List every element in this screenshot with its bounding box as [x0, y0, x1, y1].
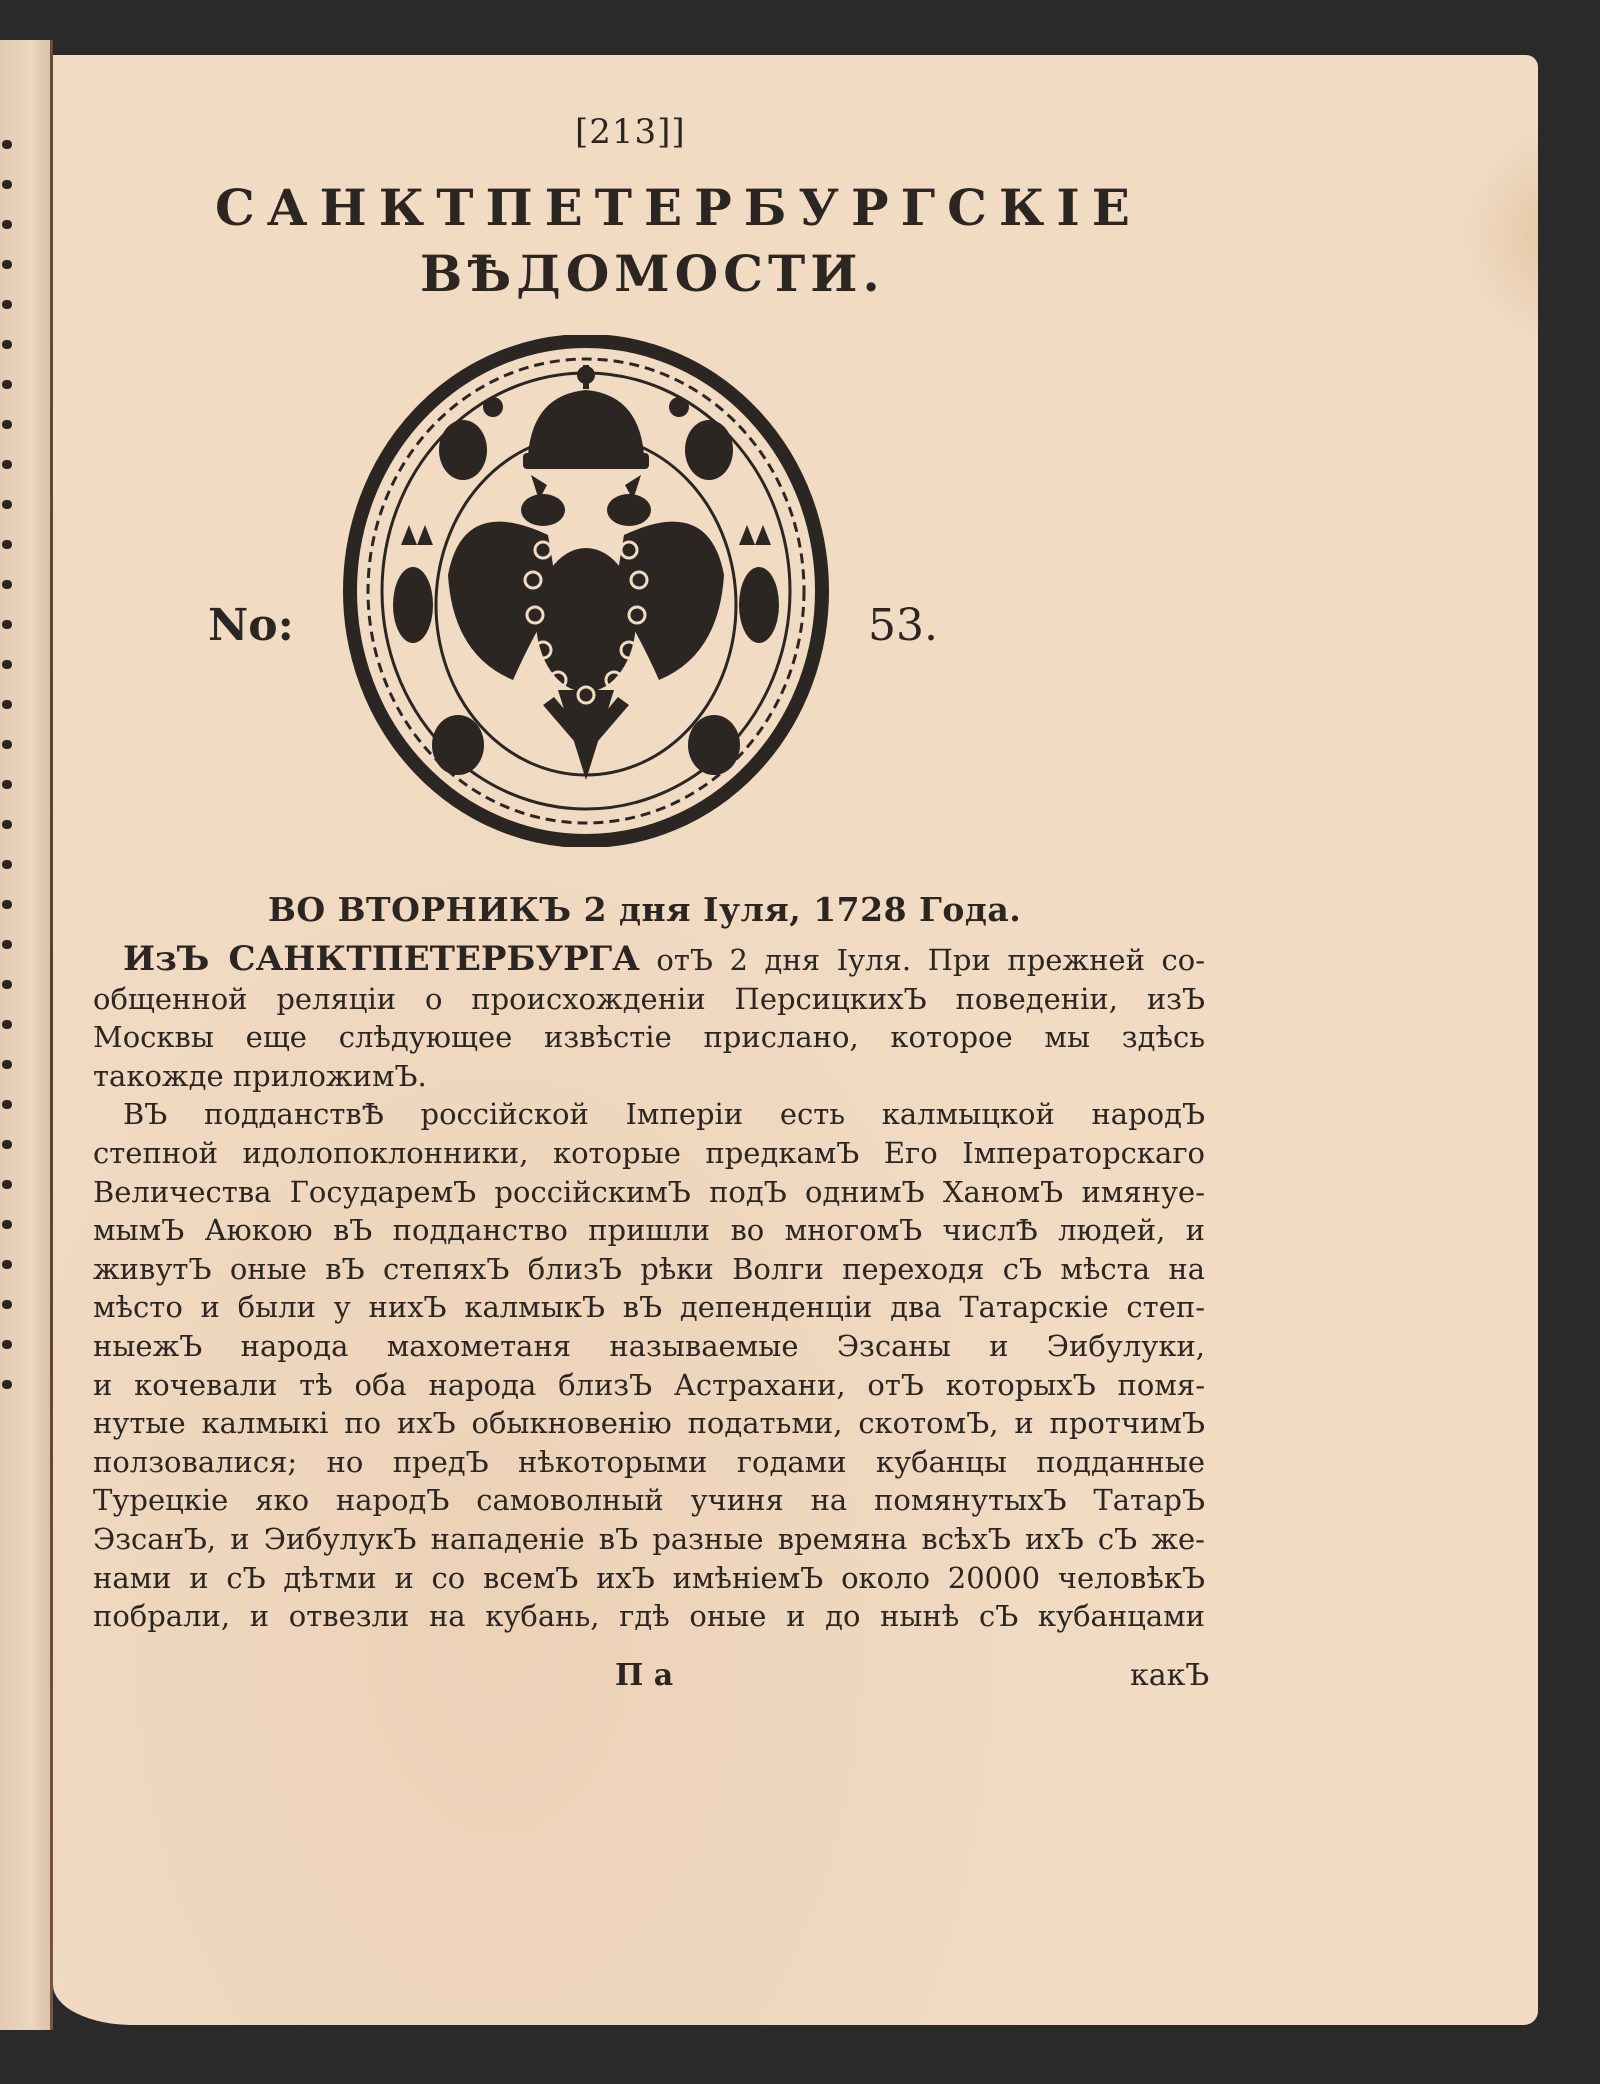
article-line: нами и сЪ дѣтми и со всемЪ ихЪ имѣніемЪ около 20000 человѣкЪ — [93, 1560, 1205, 1595]
article-line: степной идолопоклонники, которые предкамЪ Его Імператорскаго — [93, 1135, 1205, 1170]
article-lead: ИзЪ САНКТПЕТЕРБУРГА — [123, 939, 640, 979]
article-line: ползовалися; но предЪ нѣкоторыми годами кубанцы подданные — [93, 1444, 1205, 1479]
article-line: ВЪ подданствѢ россійской Імперіи есть калмыцкой народЪ — [123, 1097, 1205, 1132]
issue-number: 53. — [868, 600, 938, 651]
article-line: побрали, и отвезли на кубань, гдѣ оные и до нынѣ сЪ кубанцами — [93, 1599, 1205, 1634]
double-headed-eagle-emblem-icon — [343, 335, 829, 847]
article-line: ИзЪ САНКТПЕТЕРБУРГА отЪ 2 дня Іуля. При прежней со- — [123, 939, 1205, 979]
article-line: Москвы еще слѣдующее извѣстіе прислано, которое мы здѣсь — [93, 1020, 1205, 1055]
article-line: общенной реляціи о происхожденіи ПерсицкихЪ поведеніи, изЪ — [93, 981, 1205, 1016]
article-line: и кочевали тѣ оба народа близЪ Астрахани, отЪ которыхЪ помя- — [93, 1367, 1205, 1402]
article-line: мымЪ Аюкою вЪ подданство пришли во многомЪ числѢ людей, и — [93, 1213, 1205, 1248]
article-line: нутые калмыкі по ихЪ обыкновенію податьми, скотомЪ, и протчимЪ — [93, 1406, 1205, 1441]
article-line: ЭзсанЪ, и ЭибулукЪ нападеніе вЪ разные времяна всѣхЪ ихЪ сЪ же- — [93, 1521, 1205, 1556]
article-line: мѣсто и были у нихЪ калмыкЪ вЪ депенденціи два Татарскіе степ- — [93, 1290, 1205, 1325]
article-line: такожде приложимЪ. — [93, 1058, 427, 1093]
previous-page-text-fragments — [2, 140, 16, 1420]
article-line: живутЪ оные вЪ степяхЪ близЪ рѣки Волги переходя сЪ мѣста на — [93, 1251, 1205, 1286]
previous-page-edge — [0, 40, 52, 2030]
article-line: ныежЪ народа махометаня называемые Эзсаны и Эибулуки, — [93, 1328, 1205, 1363]
issue-date-line: ВО ВТОРНИКЪ 2 дня Іуля, 1728 Года. — [268, 890, 1022, 929]
masthead-title-line2: ВѢДОМОСТИ. — [420, 244, 885, 303]
signature-mark: П а — [615, 1658, 674, 1693]
article-line: Величества ГосударемЪ россійскимЪ подЪ однимЪ ХаномЪ имянуе- — [93, 1174, 1205, 1209]
masthead-title-line1: САНКТПЕТЕРБУРГСКІЕ — [215, 178, 1142, 237]
catchword: какЪ — [1130, 1658, 1210, 1693]
page-number: [213]] — [575, 112, 686, 152]
issue-label: No: — [208, 600, 294, 651]
article-body — [93, 940, 1205, 1636]
article-line: Турецкіе яко народЪ самоволный учиня на помянутыхЪ ТатарЪ — [93, 1483, 1205, 1518]
